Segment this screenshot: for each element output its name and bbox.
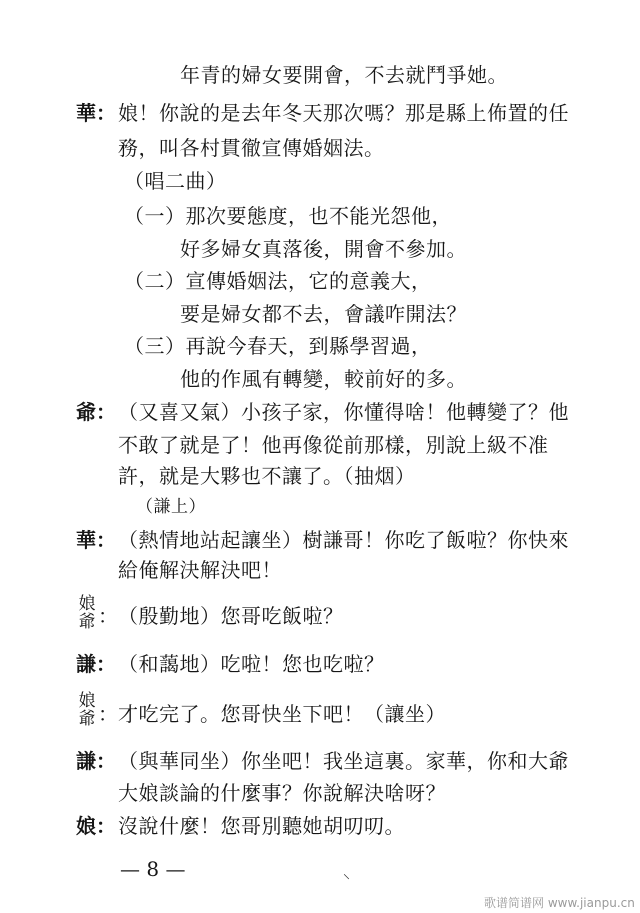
speaker-niang-stacked: 娘 [78, 594, 96, 614]
dialogue-line: 大娘談論的什麼事？你說解決啥呀？ [118, 781, 446, 805]
dialogue-line: 不敢了就是了！他再像從前那樣，別說上級不准 [118, 433, 549, 457]
dialogue-line: （與華同坐）你坐吧！我坐這裏。家華，你和大爺 [118, 749, 569, 773]
verse-line: 他的作風有轉變，較前好的多。 [180, 367, 467, 391]
scan-speck: ⸌ [343, 872, 350, 888]
verse-line: （一）那次要態度，也不能光怨他， [124, 204, 452, 228]
dialogue-line: 娘！你說的是去年冬天那次嗎？那是縣上佈置的任 [118, 101, 569, 125]
stage-direction: （謙上） [136, 497, 206, 517]
dialogue-line: 沒說什麼！您哥別聽她胡叨叨。 [118, 814, 405, 838]
dialogue-line: 許，就是大夥也不讓了。（抽烟） [118, 464, 416, 488]
dialogue-line: 給俺解決解決吧！ [118, 558, 282, 582]
speaker-hua: 華： [76, 101, 116, 125]
page-number: — 8 — [120, 857, 186, 881]
speaker-niang-stacked: 娘 [78, 691, 96, 711]
speaker-niang: 娘： [76, 814, 116, 838]
speaker-ye: 爺： [76, 400, 116, 424]
speaker-qian: 謙： [76, 749, 116, 773]
dialogue-line: （熱情地站起讓坐）樹謙哥！你吃了飯啦？你快來 [118, 528, 569, 552]
verse-line: 好多婦女真落後，開會不參加。 [180, 237, 467, 261]
speaker-qian: 謙： [76, 652, 116, 676]
dialogue-line: （又喜又氣）小孩子家，你懂得啥！他轉變了？他 [118, 400, 569, 424]
dialogue-line: （和藹地）吃啦！您也吃啦？ [118, 652, 385, 676]
song-heading: （唱二曲） [124, 169, 227, 193]
watermark: 歌谱简谱网 www.jianpu.cn [484, 896, 635, 910]
dialogue-line: 才吃完了。您哥快坐下吧！（讓坐） [118, 702, 446, 726]
dialogue-line: 務，叫各村貫徹宣傳婚姻法。 [118, 136, 385, 160]
verse-line: （二）宣傳婚姻法，它的意義大， [124, 269, 432, 293]
text-line: 年青的婦女要開會，不去就鬥爭她。 [180, 63, 508, 87]
speaker-colon: ： [98, 604, 118, 628]
verse-line: （三）再說今春天，到縣學習過， [124, 334, 432, 358]
speaker-colon: ： [98, 702, 118, 726]
speaker-hua: 華： [76, 528, 116, 552]
speaker-ye-stacked: 爺 [78, 709, 96, 729]
dialogue-line: （殷勤地）您哥吃飯啦？ [118, 604, 344, 628]
verse-line: 要是婦女都不去，會議咋開法？ [180, 302, 467, 326]
speaker-ye-stacked: 爺 [78, 612, 96, 632]
